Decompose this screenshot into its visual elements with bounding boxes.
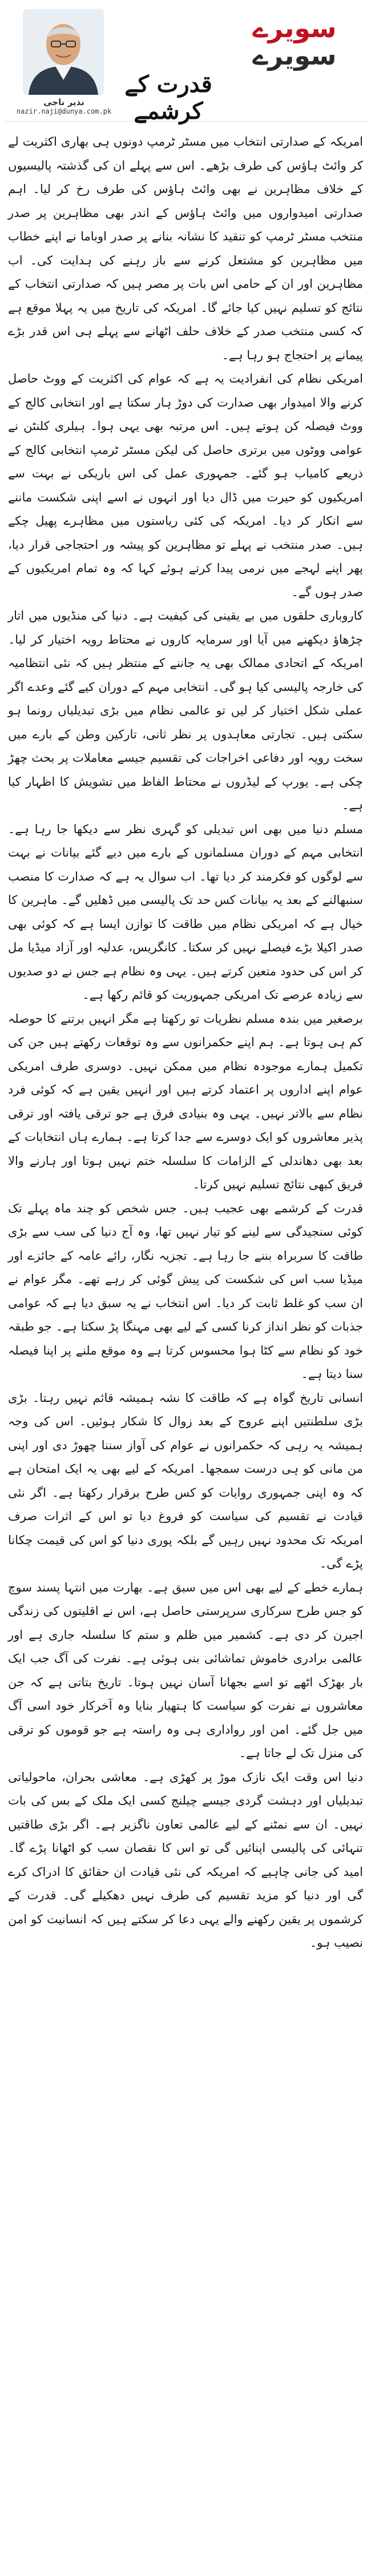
byline: [14, 97, 114, 115]
column-name-line2: سویرے: [252, 40, 337, 71]
author-email[interactable]: nazir.naji@dunya.com.pk: [16, 107, 112, 115]
author-portrait-icon: [23, 9, 104, 95]
article-paragraph: مسلم دنیا میں بھی اس تبدیلی کو گہری نظر سے دیکھا جا رہا ہے۔ انتخابی مہم کے دوران مسلمانوں کے بارے میں دیے گئے بیانات نے بہت سے لوگوں کو فکرمند کر دیا تھا۔ اب سوال یہ ہے کہ صدارت کا منصب سنبھالنے کے بعد یہ بیانات کس حد تک پالیسی میں ڈھلیں گے۔ ماہرین کا خیال ہے کہ امریکی نظام میں طاقت کا توازن ایسا ہے کہ کوئی بھی صدر اکیلا بڑے فیصلے نہیں کر سکتا۔ کانگریس، عدلیہ اور آزاد میڈیا مل کر اس کی حدود متعین کرتے ہیں۔ یہی وہ نظام ہے جس نے دو صدیوں سے زیادہ عرصے تک امریکی جمہوریت کو قائم رکھا ہے۔: [8, 822, 363, 1002]
column-header: [3, 0, 368, 122]
article-paragraph: دنیا اس وقت ایک نازک موڑ پر کھڑی ہے۔ معاشی بحران، ماحولیاتی تبدیلیاں اور دہشت گردی جیسے چیلنج کسی ایک ملک کے بس کی بات نہیں۔ ان سے نمٹنے کے لیے عالمی تعاون ناگزیر ہے۔ اگر بڑی طاقتیں تنہائی کی پالیسی اپنائیں گی تو اس کا نقصان سب کو اٹھانا پڑے گا۔ امید کی جانی چاہیے کہ امریکہ کی نئی قیادت ان حقائق کا ادراک کرے گی اور دنیا کو مزید تقسیم کی طرف نہیں دھکیلے گی۔ قدرت کے کرشموں پر یقین رکھنے والے یہی دعا کر سکتے ہیں کہ انسانیت کو امن نصیب ہو۔: [8, 1770, 363, 1950]
column-name-line1: سویرے: [252, 13, 337, 43]
author-photo: [23, 9, 104, 95]
article-paragraph: قدرت کے کرشمے بھی عجیب ہیں۔ جس شخص کو چند ماہ پہلے تک کوئی سنجیدگی سے لینے کو تیار نہیں تھا، وہ آج دنیا کی سب سے بڑی طاقت کا سربراہ بننے جا رہا ہے۔ تجزیہ نگار، رائے عامہ کے جائزے اور میڈیا سب اس کی شکست کی پیش گوئی کر رہے تھے۔ مگر عوام نے ان سب کو غلط ثابت کر دیا۔ اس انتخاب نے یہ سبق دیا ہے کہ عوامی جذبات کو نظر انداز کرنا کسی کے لیے بھی مہنگا پڑ سکتا ہے۔ جو طبقہ خود کو نظام سے کٹا ہوا محسوس کرتا ہے وہ موقع ملنے پر اپنا فیصلہ سنا دیتا ہے۔: [8, 1201, 363, 1381]
article-paragraph: ہمارے خطے کے لیے بھی اس میں سبق ہے۔ بھارت میں انتہا پسند سوچ کو جس طرح سرکاری سرپرستی حاصل ہے، اس نے اقلیتوں کی زندگی اجیرن کر دی ہے۔ کشمیر میں ظلم و ستم کا سلسلہ جاری ہے اور عالمی برادری خاموش تماشائی بنی ہوئی ہے۔ نفرت کی آگ جب ایک بار بھڑک اٹھے تو اسے بجھانا آسان نہیں ہوتا۔ تاریخ بتاتی ہے کہ جن معاشروں نے نفرت کو سیاست کا ہتھیار بنایا وہ آخرکار خود اسی آگ میں جل گئے۔ امن اور رواداری ہی وہ راستہ ہے جو قوموں کو ترقی کی منزل تک لے جاتا ہے۔: [8, 1580, 363, 1760]
article-title: قدرت کے کرشمے: [124, 71, 212, 124]
article-paragraph: برصغیر میں بندہ مسلم نظریات تو رکھتا ہے مگر انہیں برتنے کا حوصلہ کم ہی ہوتا ہے۔ ہم اپنے حکمرانوں سے وہ توقعات رکھتے ہیں جن کی تکمیل ہمارے موجودہ نظام میں ممکن نہیں۔ دوسری طرف امریکی عوام اپنے اداروں پر اعتماد کرتے ہیں اور انہیں یقین ہے کہ کوئی فرد نظام سے بالاتر نہیں۔ یہی وہ بنیادی فرق ہے جو ترقی یافتہ اور ترقی پذیر معاشروں کو ایک دوسرے سے جدا کرتا ہے۔ ہمارے ہاں انتخابات کے بعد بھی دھاندلی کے الزامات کا سلسلہ ختم نہیں ہوتا اور ہارنے والا فریق کبھی نتائج تسلیم نہیں کرتا۔: [8, 1011, 363, 1191]
article-paragraph: کاروباری حلقوں میں بے یقینی کی کیفیت ہے۔ دنیا کی منڈیوں میں اتار چڑھاؤ دیکھنے میں آیا اور سرمایہ کاروں نے محتاط رویہ اختیار کر لیا۔ امریکہ کے اتحادی ممالک بھی یہ جاننے کے منتظر ہیں کہ نئی انتظامیہ کی خارجہ پالیسی کیا ہو گی۔ انتخابی مہم کے دوران کیے گئے وعدے اگر عملی شکل اختیار کر لیں تو عالمی نظام میں بڑی تبدیلیاں رونما ہو سکتی ہیں۔ تجارتی معاہدوں پر نظر ثانی، تارکین وطن کے بارے میں سخت رویہ اور دفاعی اخراجات کی تقسیم جیسے معاملات پر بحث چھڑ چکی ہے۔ یورپ کے لیڈروں نے محتاط الفاظ میں تشویش کا اظہار کیا ہے۔: [8, 609, 363, 812]
article-paragraph: امریکی نظام کی انفرادیت یہ ہے کہ عوام کی اکثریت کے ووٹ حاصل کرنے والا امیدوار بھی صدارت کی دوڑ ہار سکتا ہے اور انتخابی کالج کے ووٹ فیصلہ کن ہوتے ہیں۔ اس مرتبہ بھی یہی ہوا۔ ہیلری کلنٹن نے عوامی ووٹوں میں برتری حاصل کی لیکن مسٹر ٹرمپ انتخابی کالج کے ذریعے کامیاب ہو گئے۔ جمہوری عمل کی اس باریکی نے بہت سے امریکیوں کو حیرت میں ڈال دیا اور انہوں نے اسے اپنی شکست ماننے سے انکار کر دیا۔ امریکہ کی کئی ریاستوں میں مظاہرے پھیل چکے ہیں۔ صدر منتخب نے پہلے تو مظاہرین کو پیشہ ور احتجاجی قرار دیا، پھر اپنے لہجے میں نرمی پیدا کرتے ہوئے کہا کہ وہ تمام امریکیوں کے صدر ہوں گے۔: [8, 372, 363, 599]
column-name: [237, 15, 352, 69]
article-body: [8, 130, 363, 1955]
article-paragraph: انسانی تاریخ گواہ ہے کہ طاقت کا نشہ ہمیشہ قائم نہیں رہتا۔ بڑی بڑی سلطنتیں اپنے عروج کے بعد زوال کا شکار ہوئیں۔ اس کی وجہ ہمیشہ یہ رہی کہ حکمرانوں نے عوام کی آواز سننا چھوڑ دی اور اپنی من مانی کو ہی درست سمجھا۔ امریکہ کے لیے بھی یہ ایک امتحان ہے کہ وہ اپنی جمہوری روایات کو کس طرح برقرار رکھتا ہے۔ اگر نئی قیادت نے تقسیم کی سیاست کو فروغ دیا تو اس کے اثرات صرف امریکہ تک محدود نہیں رہیں گے بلکہ پوری دنیا کو اس کی قیمت چکانا پڑے گی۔: [8, 1391, 363, 1570]
article-paragraph: امریکہ کے صدارتی انتخاب میں مسٹر ٹرمپ دونوں ہی بھاری اکثریت لے کر وائٹ ہاؤس کی طرف بڑھے۔ اس سے پہلے ان کی گذشتہ پالیسیوں کے خلاف مظاہرین نے بھی وائٹ ہاؤس کی طرف رخ کر لیا۔ اہم صدارتی امیدواروں میں وائٹ ہاؤس کے اندر بھی مظاہرین پر صدر منتخب مسٹر ٹرمپ کو تنقید کا نشانہ بنانے پر صدر اوباما نے اپنے خطاب میں مظاہرین کو مشتعل کرنے سے باز رہنے کی ہدایت کی۔ اب مظاہرین اور ان کے حامی اس بات پر مصر ہیں کہ صدارتی انتخاب کے نتائج کو تسلیم نہیں کیا جائے گا۔ امریکہ کی تاریخ میں یہ پہلا موقع ہے کہ کسی منتخب صدر کے خلاف حلف اٹھانے سے پہلے ہی اس قدر بڑے پیمانے پر احتجاج ہو رہا ہے۔: [8, 135, 363, 362]
author-name: نذیر ناجی: [43, 97, 84, 107]
